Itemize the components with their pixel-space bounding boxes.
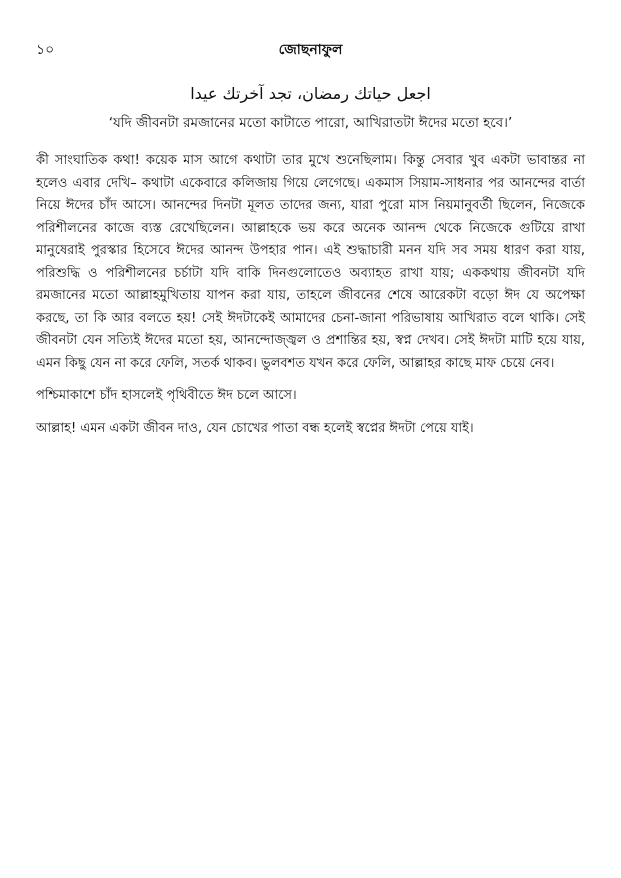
arabic-quote: اجعل حياتك رمضان، تجد آخرتك عيدا	[190, 84, 431, 103]
paragraph-3: আল্লাহ! এমন একটা জীবন দাও, যেন চোখের পাতা বন্ধ হলেই স্বপ্নের ঈদটা পেয়ে যাই।	[36, 420, 474, 436]
page-header	[36, 36, 585, 60]
paragraph-1: কী সাংঘাতিক কথা! কয়েক মাস আগে কথাটা তার মুখে শুনেছিলাম। কিন্তু সেবার খুব একটা ভাবান্তর না হলেও এবার দেখি– কথাটা একেবারে কলিজায় গিয়ে লেগেছে। একমাস সিয়াম-সাধনার পর আনন্দের বার্তা নিয়ে ঈদের চাঁদ আসে। আনন্দের দিনটা মূলত তাদের জন্য, যারা পুরো মাস নিয়মানুবর্তী ছিলেন, নিজেকে পরিশীলনের কাজে ব্যস্ত রেখেছিলেন। আল্লাহকে ভয় করে অনেক আনন্দ থেকে নিজেকে গুটিয়ে রাখা মানুষেরাই পুরস্কার হিসেবে ঈদের আনন্দ উপহার পান। এই শুদ্ধাচারী মনন যদি সব সময় ধারণ করা যায়, পরিশুদ্ধি ও পরিশীলনের চর্চাটা যদি বাকি দিনগুলোতেও অব্যাহত রাখা যায়; এককথায় জীবনটা যদি রমজানের মতো আল্লাহমুখিতায় যাপন করা যায়, তাহলে জীবনের শেষে আরেকটা বড়ো ঈদ যে অপেক্ষা করছে, তা কি আর বলতে হয়! সেই ঈদটাকেই আমাদের চেনা-জানা পরিভাষায় আখিরাত বলে থাকি। সেই জীবনটা যেন সত্যিই ঈদের মতো হয়, আনন্দোজ্জ্বল ও প্রশান্তির হয়, স্বপ্ন দেখব। সেই ঈদটা মাটি হয়ে যায়, এমন কিছু যেন না করে ফেলি, সতর্ক থাকব। ভুলবশত যখন করে ফেলি, আল্লাহর কাছে মাফ চেয়ে নেব।	[36, 153, 585, 371]
paragraph-2: পশ্চিমাকাশে চাঁদ হাসলেই পৃথিবীতে ঈদ চলে আসে।	[36, 388, 297, 403]
body-text	[36, 150, 585, 450]
page-number: ১০	[36, 42, 55, 58]
translated-quote: ‘যদি জীবনটা রমজানের মতো কাটাতে পারো, আখিরাতটা ঈদের মতো হবে।’	[108, 115, 513, 131]
running-title: জোছনাফুল	[278, 42, 343, 58]
